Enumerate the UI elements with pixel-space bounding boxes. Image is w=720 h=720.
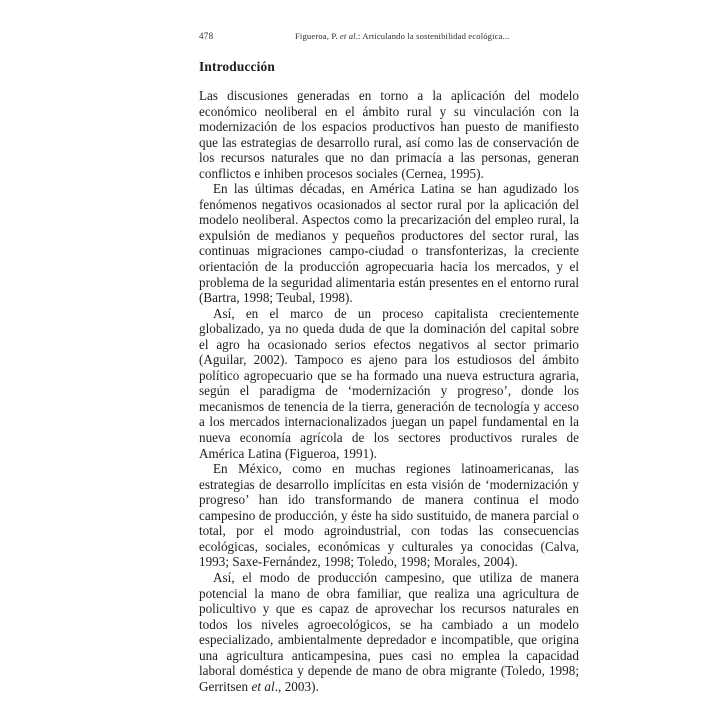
running-header [199,31,579,45]
paragraph: Las discusiones generadas en torno a la aplicación del modelo económico neoliberal en el ámbito rural y su vinculación con la modernización de los espacios productivos han puesto de manifiesto que las estrategias de desarrollo rural, así como las de conservación de los recursos naturales que no dan primacía a las personas, generan conflictos e inhiben procesos sociales (Cernea, 1995). [199,88,579,181]
running-header-author: Figueroa, P. [295,31,340,41]
body-text [199,88,579,694]
paragraph-etal: et al [251,678,275,694]
paragraph-text-tail: ., 2003). [274,678,319,694]
paragraph: En México, como en muchas regiones latinoamericanas, las estrategias de desarrollo implícitas en esta visión de ‘modernización y progreso’ han ido transformando de manera continua el modo campesino de producción, y éste ha sido sustituido, de manera parcial o total, por el modo agroindustrial, con todas las consecuencias ecológicas, sociales, económicas y culturales ya conocidas (Calva, 1993; Saxe-Fernández, 1998; Toledo, 1998; Morales, 2004). [199,461,579,570]
running-header-title [295,31,579,41]
paragraph: Así, en el marco de un proceso capitalista crecientemente globalizado, ya no queda duda de que la dominación del capital sobre el agro ha ocasionado serios efectos negativos al sector primario (Aguilar, 2002). Tampoco es ajeno para los estudiosos del ámbito político agropecuario que se ha formado una nueva estructura agraria, según el paradigma de ‘modernización y progreso’, donde los mecanismos de tenencia de la tierra, generación de tecnología y acceso a los mercados internacionalizados juegan un papel fundamental en la nueva economía agrícola de los sectores productivos rurales de América Latina (Figueroa, 1991). [199,305,579,461]
running-header-etal: et al [339,31,356,41]
paragraph [199,570,579,694]
paragraph-text-lead: Así, el modo de producción campesino, que utiliza de manera potencial la mano de obra familiar, que realiza una agricultura de policultivo y que es capaz de aprovechar los recursos naturales en todos los niveles agroecológicos, se ha cambiado a un modelo especializado, ambientalmente depredador e incompatible, que origina una agricultura anticampesina, pues casi no emplea la capacidad laboral doméstica y depende de mano de obra migrante (Toledo, 1998; Gerritsen [199,569,579,694]
page-number: 478 [199,31,214,41]
paragraph: En las últimas décadas, en América Latina se han agudizado los fenómenos negativos ocasionados al sector rural por la aplicación del modelo neoliberal. Aspectos como la precarización del empleo rural, la expulsión de medianos y pequeños productores del sector rural, las continuas migraciones campo-ciudad o transfonterizas, la creciente orientación de la producción agropecuaria hacia los mercados, y el problema de la seguridad alimentaria están presentes en el entorno rural (Bartra, 1998; Teubal, 1998). [199,181,579,306]
section-heading: Introducción [199,59,275,74]
running-header-article: .: Articulando la sostenibilidad ecológica... [355,31,510,41]
page-text-column [199,31,579,694]
